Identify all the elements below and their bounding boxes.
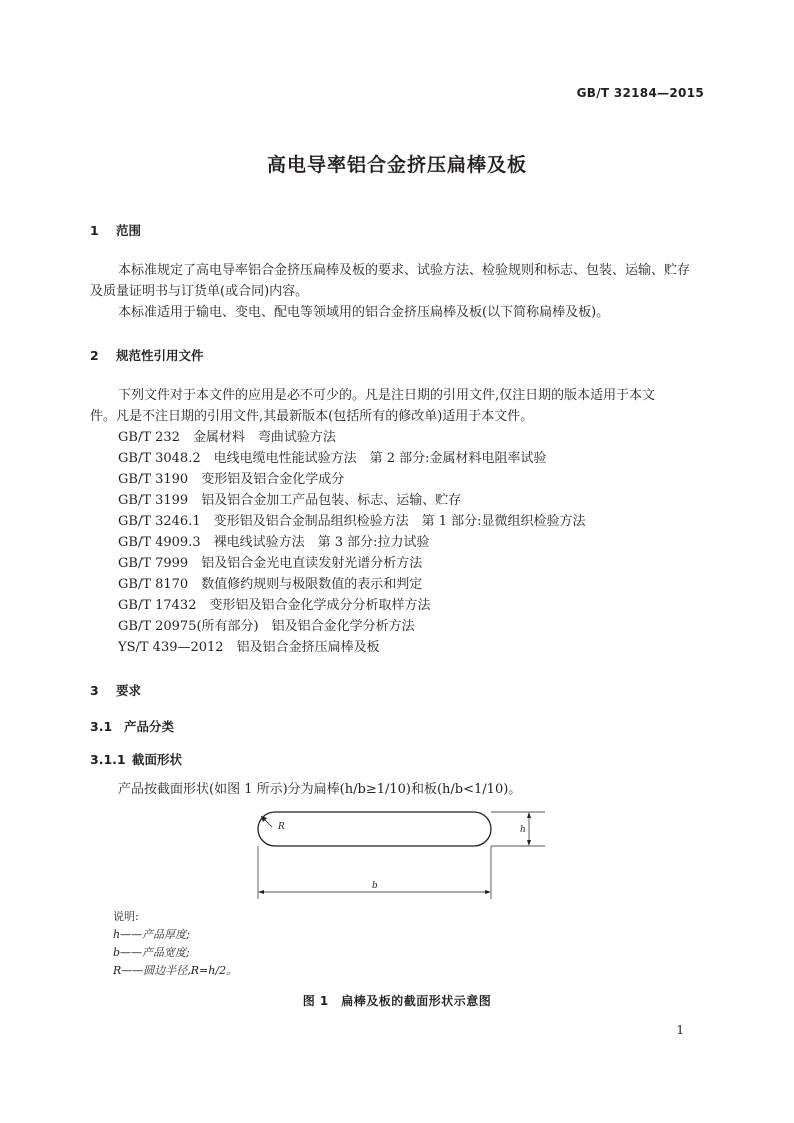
section-number: 3.1 [90, 719, 113, 734]
standard-number: GB/T 32184—2015 [576, 86, 704, 100]
section-title: 截面形状 [132, 752, 183, 767]
figure-legend-item: b——产品宽度; [113, 946, 190, 959]
paragraph-line: 件。凡是不注日期的引用文件,其最新版本(包括所有的修改单)适用于本文件。 [90, 409, 534, 424]
paragraph-line: 及质量证明书与订货单(或合同)内容。 [90, 284, 309, 299]
reference-item: GB/T 8170 数值修约规则与极限数值的表示和判定 [118, 577, 423, 592]
paragraph-line: 本标准规定了高电导率铝合金挤压扁棒及板的要求、试验方法、检验规则和标志、包装、运输、贮存 [118, 263, 691, 278]
section-title: 范围 [116, 223, 142, 238]
page-number: 1 [676, 1023, 684, 1037]
figure-caption: 图 1 扁棒及板的截面形状示意图 [302, 994, 492, 1008]
width-arrow-left [258, 890, 264, 894]
section-number: 2 [90, 348, 99, 363]
section-number: 3.1.1 [90, 752, 126, 767]
reference-item: GB/T 4909.3 裸电线试验方法 第 3 部分:拉力试验 [118, 535, 430, 550]
reference-item: GB/T 3190 变形铝及铝合金化学成分 [118, 472, 345, 487]
section-number: 3 [90, 683, 99, 698]
figure-legend-item: R——圆边半径,R=h/2。 [113, 964, 238, 977]
section-number: 1 [90, 223, 99, 238]
section-title: 要求 [116, 683, 142, 698]
paragraph: 本标准适用于输电、变电、配电等领域用的铝合金挤压扁棒及板(以下简称扁棒及板)。 [118, 305, 610, 320]
paragraph: 产品按截面形状(如图 1 所示)分为扁棒(h/b≥1/10)和板(h/b<1/10)。 [118, 782, 522, 797]
paragraph-line: 下列文件对于本文件的应用是必不可少的。凡是注日期的引用文件,仅注日期的版本适用于本文 [118, 388, 656, 403]
reference-item: GB/T 3199 铝及铝合金加工产品包装、标志、运输、贮存 [118, 493, 462, 508]
reference-item: YS/T 439—2012 铝及铝合金挤压扁棒及板 [118, 640, 380, 655]
document-title: 高电导率铝合金挤压扁棒及板 [266, 154, 527, 176]
reference-item: GB/T 3048.2 电线电缆电性能试验方法 第 2 部分:金属材料电阻率试验 [118, 451, 547, 466]
figure-legend-item: h——产品厚度; [113, 928, 190, 941]
width-label: b [372, 881, 378, 891]
reference-item: GB/T 7999 铝及铝合金光电直读发射光谱分析方法 [118, 556, 423, 571]
reference-item: GB/T 232 金属材料 弯曲试验方法 [118, 430, 336, 445]
height-arrow-top [527, 812, 531, 818]
figure-legend-heading: 说明: [113, 910, 139, 923]
height-label: h [520, 825, 526, 835]
reference-item: GB/T 17432 变形铝及铝合金化学成分分析取样方法 [118, 598, 431, 613]
reference-item: GB/T 20975(所有部分) 铝及铝合金化学分析方法 [118, 619, 415, 634]
cross-section-outline [258, 812, 491, 846]
section-title: 规范性引用文件 [116, 348, 204, 363]
radius-label: R [278, 822, 285, 832]
reference-item: GB/T 3246.1 变形铝及铝合金制品组织检验方法 第 1 部分:显微组织检验方法 [118, 514, 586, 529]
section-title: 产品分类 [124, 719, 175, 734]
width-arrow-right [485, 890, 491, 894]
height-arrow-bottom [527, 840, 531, 846]
